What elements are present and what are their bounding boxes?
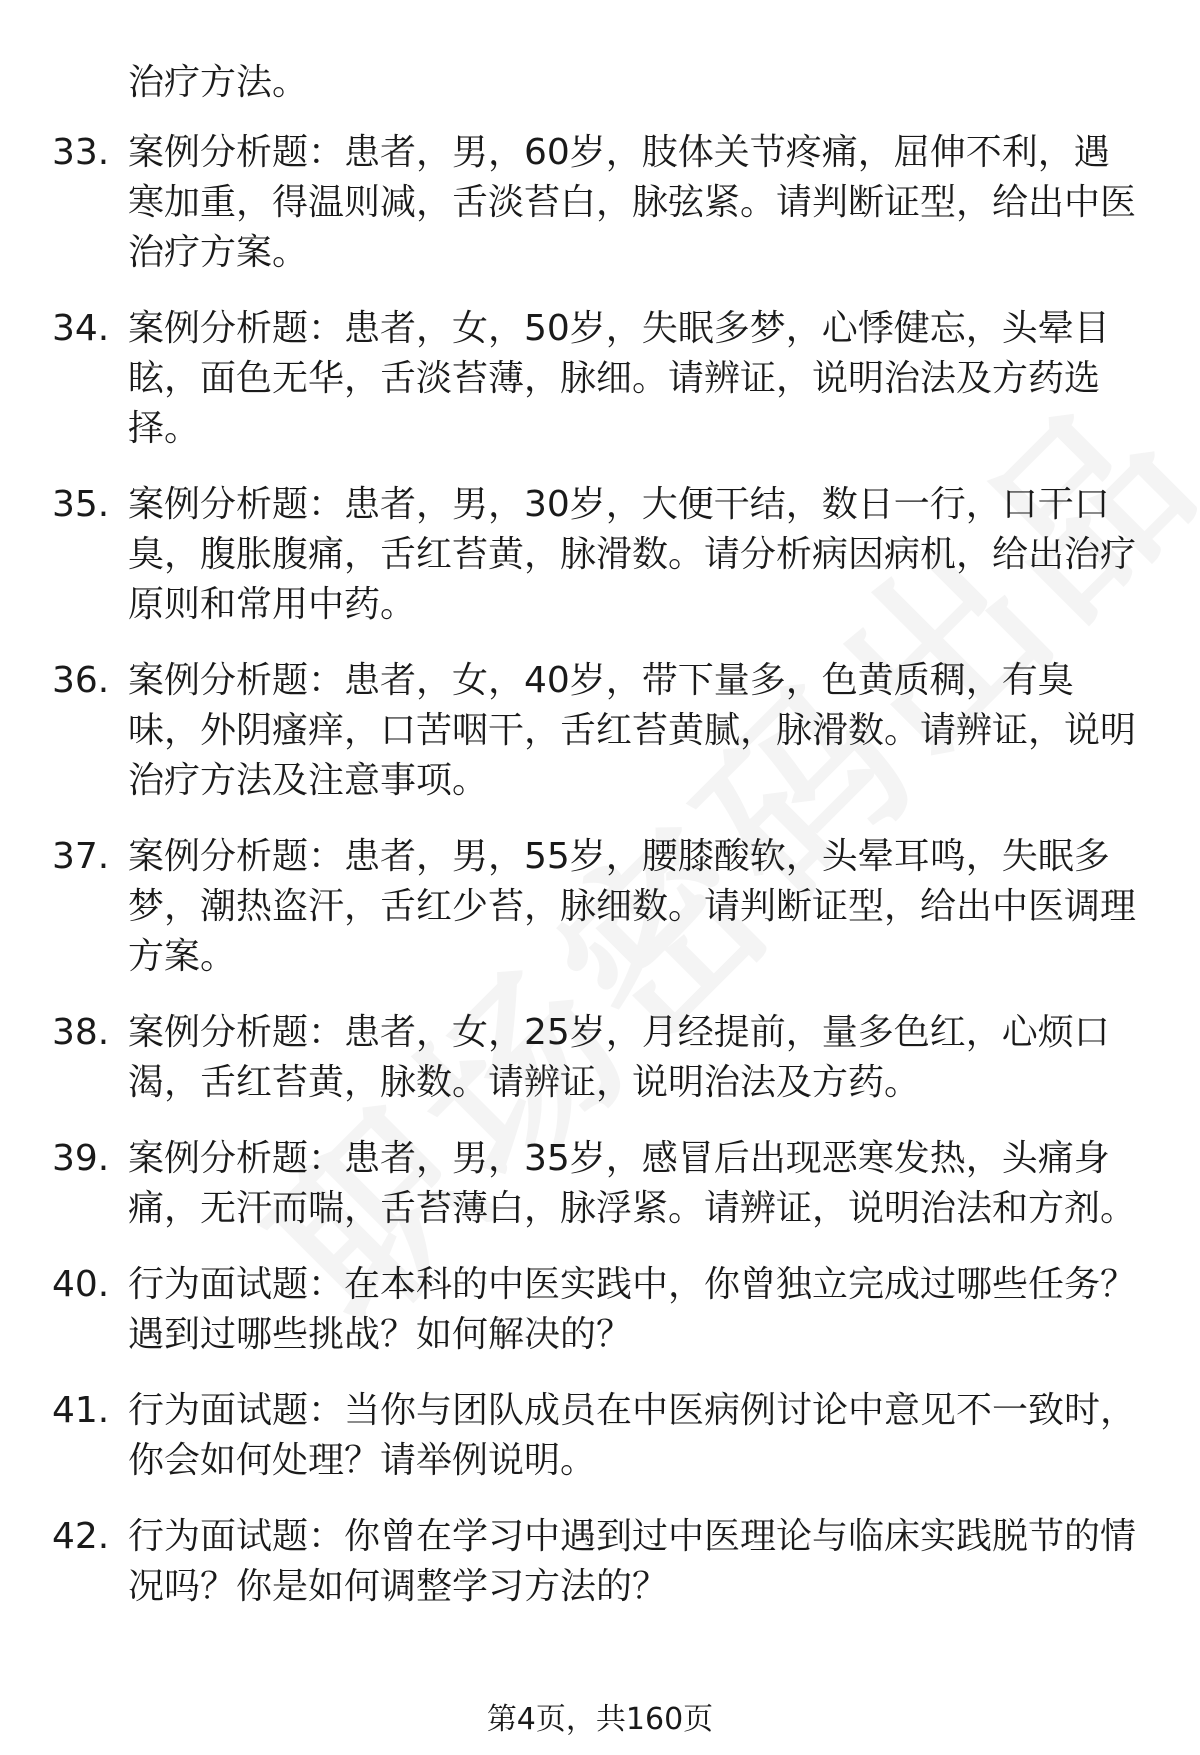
question-number: 37. — [52, 836, 110, 877]
question-number: 35. — [52, 484, 110, 525]
question-text: 行为面试题：在本科的中医实践中，你曾独立完成过哪些任务？遇到过哪些挑战？如何解决的？ — [128, 1264, 1137, 1355]
question-text: 行为面试题：当你与团队成员在中医病例讨论中意见不一致时，你会如何处理？请举例说明。 — [128, 1390, 1137, 1481]
question-number: 36. — [52, 660, 110, 701]
question-text: 案例分析题：患者，女，40岁，带下量多，色黄质稠，有臭味，外阴瘙痒，口苦咽干，舌红苔黄腻，脉滑数。请辨证，说明治疗方法及注意事项。 — [128, 660, 1137, 801]
question-number: 40. — [52, 1264, 110, 1305]
question-item — [0, 1512, 1200, 1612]
question-number: 39. — [52, 1138, 110, 1179]
question-item — [0, 128, 1200, 278]
question-item — [0, 480, 1200, 630]
question-list — [0, 128, 1200, 1638]
question-item — [0, 832, 1200, 982]
question-item — [0, 1008, 1200, 1108]
question-item — [0, 1134, 1200, 1234]
question-text: 案例分析题：患者，女，25岁，月经提前，量多色红，心烦口渴，舌红苔黄，脉数。请辨证，说明治法及方药。 — [128, 1012, 1110, 1103]
question-number: 38. — [52, 1012, 110, 1053]
question-item — [0, 1260, 1200, 1360]
question-item — [0, 304, 1200, 454]
page-footer: 第4页，共160页 — [486, 1702, 714, 1737]
question-text: 案例分析题：患者，男，60岁，肢体关节疼痛，屈伸不利，遇寒加重，得温则减，舌淡苔白，脉弦紧。请判断证型，给出中医治疗方案。 — [128, 132, 1137, 273]
question-number: 33. — [52, 132, 110, 173]
question-text: 案例分析题：患者，男，55岁，腰膝酸软，头晕耳鸣，失眠多梦，潮热盗汗，舌红少苔，脉细数。请判断证型，给出中医调理方案。 — [128, 836, 1137, 977]
question-number: 34. — [52, 308, 110, 349]
question-text: 案例分析题：患者，男，35岁，感冒后出现恶寒发热，头痛身痛，无汗而喘，舌苔薄白，脉浮紧。请辨证，说明治法和方剂。 — [128, 1138, 1137, 1229]
question-text: 案例分析题：患者，女，50岁，失眠多梦，心悸健忘，头晕目眩，面色无华，舌淡苔薄，脉细。请辨证，说明治法及方药选择。 — [128, 308, 1110, 449]
question-text: 行为面试题：你曾在学习中遇到过中医理论与临床实践脱节的情况吗？你是如何调整学习方法的？ — [128, 1516, 1137, 1607]
continuation-text: 治疗方法。 — [128, 62, 309, 103]
question-number: 42. — [52, 1516, 110, 1557]
question-item — [0, 1386, 1200, 1486]
question-text: 案例分析题：患者，男，30岁，大便干结，数日一行，口干口臭，腹胀腹痛，舌红苔黄，脉滑数。请分析病因病机，给出治疗原则和常用中药。 — [128, 484, 1137, 625]
question-item — [0, 656, 1200, 806]
question-number: 41. — [52, 1390, 110, 1431]
